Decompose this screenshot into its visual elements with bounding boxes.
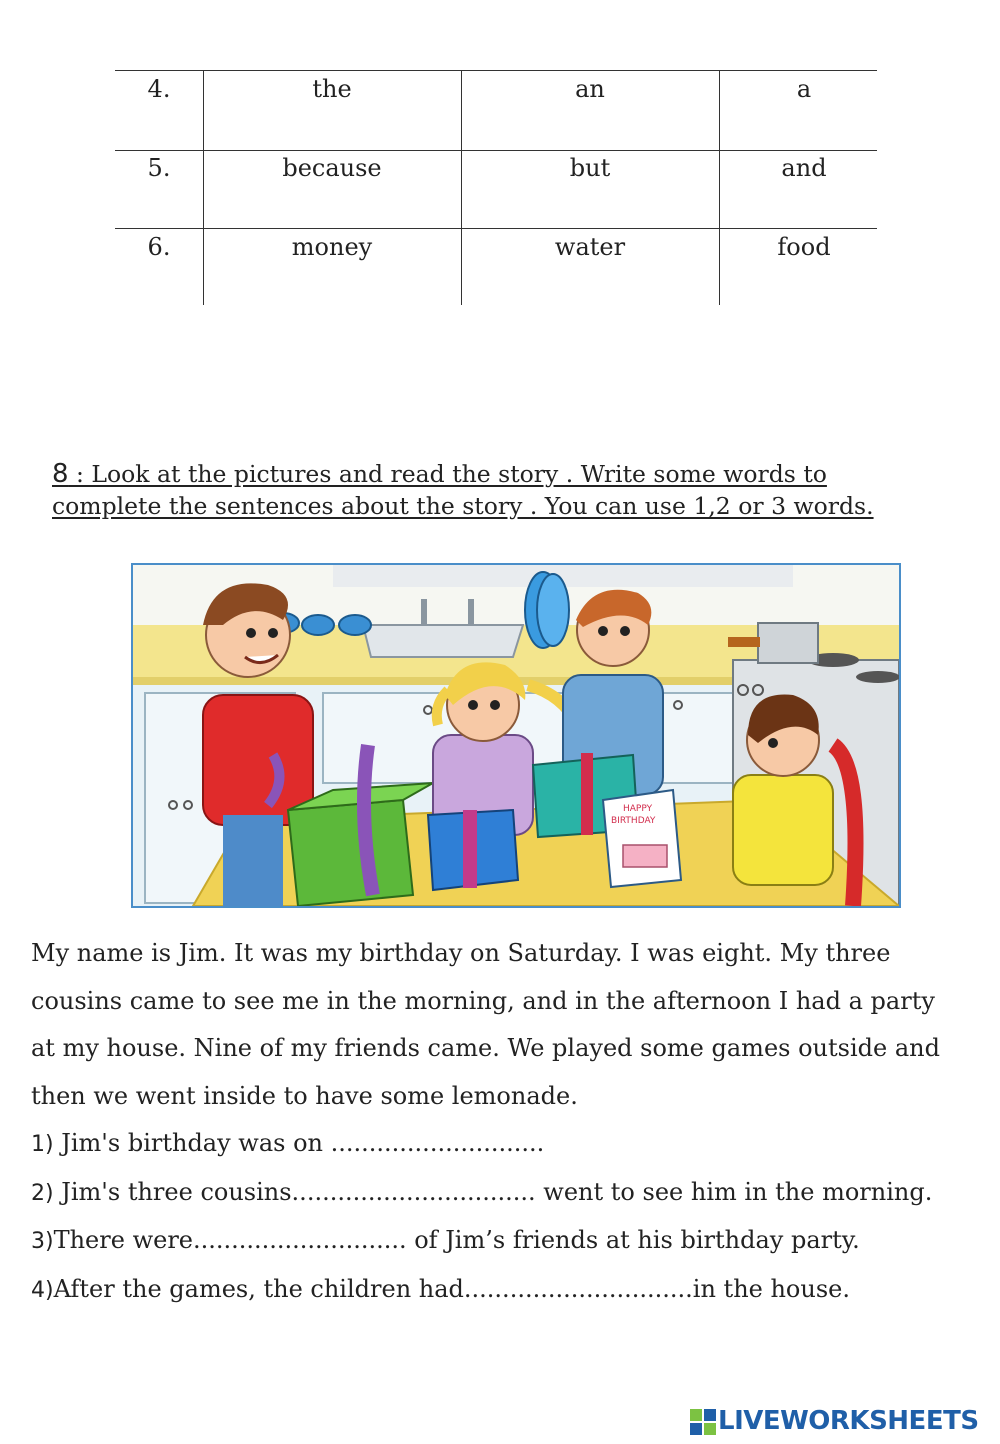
table-row-divider <box>115 228 877 229</box>
question-4 <box>31 1266 981 1315</box>
story-line: My name is Jim. It was my birthday on Saturday. I was eight. My three <box>31 939 891 967</box>
section-number: 8 <box>52 459 69 489</box>
liveworksheets-logo[interactable] <box>690 1404 990 1438</box>
story-line: then we went inside to have some lemonade. <box>31 1081 578 1110</box>
question-3 <box>31 1217 981 1266</box>
instructions-line-2 <box>52 490 952 522</box>
logo-text: LIVEWORKSHEETS <box>718 1406 979 1436</box>
instructions-line-1 <box>52 458 952 490</box>
option-cell: the <box>312 75 352 103</box>
instructions-text-2: complete the sentences about the story . You can use 1,2 or 3 words. <box>52 492 874 520</box>
row-number: 6. <box>147 233 171 261</box>
option-cell: a <box>796 75 812 103</box>
logo-grid-icon <box>690 1409 716 1435</box>
instructions-text-1: : Look at the pictures and read the story . Write some words to <box>68 460 827 488</box>
story-line: cousins came to see me in the morning, and in the afternoon I had a party <box>31 986 935 1015</box>
card-text-happy: HAPPY <box>623 804 653 814</box>
question-text: Jim's three cousins................................ went to see him in the morning. <box>61 1177 933 1206</box>
option-cell: and <box>781 154 827 182</box>
question-number: 4) <box>31 1277 54 1303</box>
question-2 <box>31 1169 981 1218</box>
story-line: at my house. Nine of my friends came. We played some games outside and <box>31 1034 940 1062</box>
question-1 <box>31 1120 981 1169</box>
row-number: 5. <box>147 154 171 182</box>
table-border-top <box>115 70 877 71</box>
row-number: 4. <box>147 75 171 103</box>
option-cell: an <box>575 75 605 103</box>
story-block <box>31 930 981 1314</box>
option-cell: but <box>569 154 611 182</box>
option-cell: money <box>291 233 373 261</box>
question-text: Jim's birthday was on ............................ <box>61 1129 545 1157</box>
question-number: 1) <box>31 1132 54 1157</box>
question-number: 2) <box>31 1180 54 1206</box>
section-instructions <box>52 458 952 522</box>
option-cell: water <box>554 233 626 261</box>
question-text: After the games, the children had..............................in the house. <box>53 1274 850 1303</box>
option-cell: because <box>282 154 382 182</box>
card-text-birthday: BIRTHDAY <box>611 816 656 826</box>
choices-table <box>115 70 877 305</box>
birthday-kitchen-illustration <box>131 563 901 908</box>
kitchen-scene <box>133 565 899 906</box>
option-cell: food <box>777 233 831 261</box>
question-text: There were............................ of Jim’s friends at his birthday party. <box>53 1226 860 1254</box>
question-number: 3) <box>31 1229 54 1254</box>
